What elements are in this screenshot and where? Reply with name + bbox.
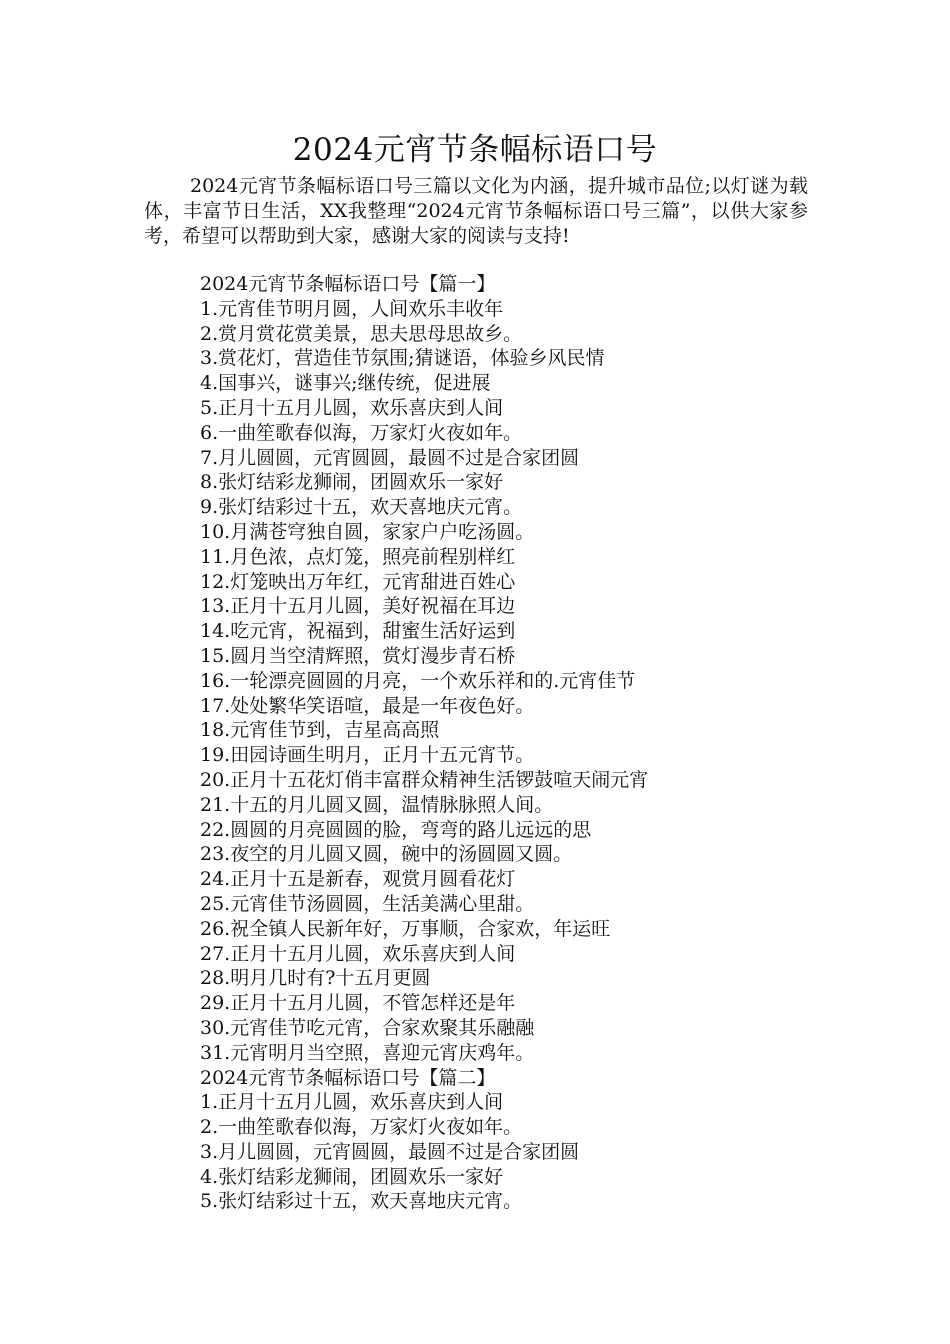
- slogan-line: 4.张灯结彩龙狮闹，团圆欢乐一家好: [200, 1165, 504, 1188]
- intro-paragraph: 2024元宵节条幅标语口号三篇以文化为内涵，提升城市品位;以灯谜为载体，丰富节日生活，XX我整理“2024元宵节条幅标语口号三篇”，以供大家参考，希望可以帮助到大家，感谢大家的阅读与支持!: [144, 175, 808, 247]
- slogan-line: 16.一轮漂亮圆圆的月亮，一个欢乐祥和的.元宵佳节: [200, 669, 636, 692]
- slogan-line: 15.圆月当空清辉照，赏灯漫步青石桥: [200, 644, 516, 667]
- slogan-line: 23.夜空的月儿圆又圆，碗中的汤圆圆又圆。: [200, 843, 573, 866]
- slogan-line: 5.张灯结彩过十五，欢天喜地庆元宵。: [200, 1190, 523, 1213]
- slogan-line: 4.国事兴，谜事兴;继传统，促进展: [200, 372, 491, 395]
- slogan-line: 1.正月十五月儿圆，欢乐喜庆到人间: [200, 1091, 504, 1114]
- slogan-line: 22.圆圆的月亮圆圆的脸，弯弯的路儿远远的思: [200, 818, 592, 841]
- slogan-line: 28.明月几时有?十五月更圆: [200, 967, 431, 990]
- slogan-line: 18.元宵佳节到，吉星高高照: [200, 719, 440, 742]
- slogan-line: 6.一曲笙歌春似海，万家灯火夜如年。: [200, 421, 523, 444]
- slogan-line: 26.祝全镇人民新年好，万事顺，合家欢，年运旺: [200, 917, 611, 940]
- slogan-line: 14.吃元宵，祝福到，甜蜜生活好运到: [200, 620, 516, 643]
- document-title: 2024元宵节条幅标语口号: [292, 132, 658, 168]
- slogan-line: 3.赏花灯，营造佳节氛围;猜谜语，体验乡风民情: [200, 347, 605, 370]
- slogan-line: 21.十五的月儿圆又圆，温情脉脉照人间。: [200, 793, 554, 816]
- slogan-line: 1.元宵佳节明月圆，人间欢乐丰收年: [200, 297, 504, 320]
- slogan-line: 2.一曲笙歌春似海，万家灯火夜如年。: [200, 1116, 523, 1139]
- slogan-line: 24.正月十五是新春，观赏月圆看花灯: [200, 868, 516, 891]
- slogan-line: 9.张灯结彩过十五，欢天喜地庆元宵。: [200, 496, 523, 519]
- slogan-line: 3.月儿圆圆，元宵圆圆，最圆不过是合家团圆: [200, 1140, 580, 1163]
- slogan-line: 25.元宵佳节汤圆圆，生活美满心里甜。: [200, 892, 535, 915]
- slogan-line: 10.月满苍穹独自圆，家家户户吃汤圆。: [200, 520, 535, 543]
- slogan-line: 20.正月十五花灯俏丰富群众精神生活锣鼓喧天闹元宵: [200, 768, 649, 791]
- slogan-line: 17.处处繁华笑语喧，最是一年夜色好。: [200, 694, 535, 717]
- slogan-line: 29.正月十五月儿圆，不管怎样还是年: [200, 992, 516, 1015]
- slogan-line: 5.正月十五月儿圆，欢乐喜庆到人间: [200, 396, 504, 419]
- slogan-list: [200, 272, 840, 1214]
- slogan-line: 31.元宵明月当空照，喜迎元宵庆鸡年。: [200, 1041, 535, 1064]
- slogan-line: 27.正月十五月儿圆，欢乐喜庆到人间: [200, 942, 516, 965]
- slogan-line: 12.灯笼映出万年红，元宵甜进百姓心: [200, 570, 516, 593]
- section-heading: 2024元宵节条幅标语口号【篇一】: [200, 273, 496, 295]
- slogan-line: 13.正月十五月儿圆，美好祝福在耳边: [200, 595, 516, 618]
- section-heading: 2024元宵节条幅标语口号【篇二】: [200, 1066, 496, 1089]
- slogan-line: 7.月儿圆圆，元宵圆圆，最圆不过是合家团圆: [200, 446, 580, 469]
- slogan-line: 30.元宵佳节吃元宵，合家欢聚其乐融融: [200, 1016, 535, 1039]
- slogan-line: 8.张灯结彩龙狮闹，团圆欢乐一家好: [200, 471, 504, 494]
- slogan-line: 11.月色浓，点灯笼，照亮前程别样红: [200, 545, 516, 568]
- slogan-line: 2.赏月赏花赏美景，思夫思母思故乡。: [200, 322, 523, 345]
- slogan-line: 19.田园诗画生明月，正月十五元宵节。: [200, 744, 535, 767]
